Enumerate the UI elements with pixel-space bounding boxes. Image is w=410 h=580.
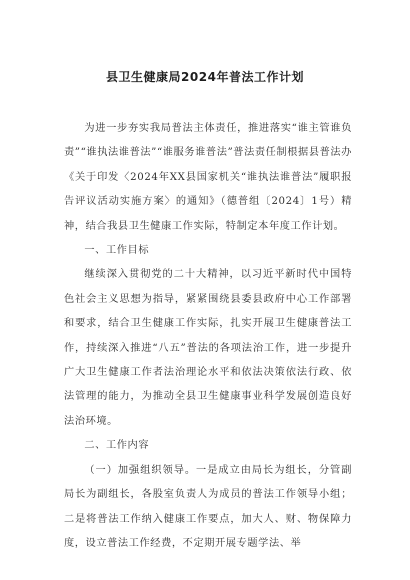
goals-paragraph: 继续深入贯彻党的二十大精神，以习近平新时代中国特色社会主义思想为指导，紧紧围绕县委县政府中心工作部署和要求，结合卫生健康工作实际，扎实开展卫生健康普法工作，持续深入推进“八五”普法的各项法治工作，进一步提升广大卫生健康工作者法治理论水平和依法决策依法行政、依法管理的能力，为推动全县卫生健康事业科学发展创造良好法治环境。 (64, 269, 352, 427)
intro-paragraph: 为进一步夯实我局普法主体责任，推进落实“谁主管谁负责”“谁执法谁普法”“谁服务谁普法”普法责任制根据县普法办《关于印发〈2024年XX县国家机关“谁执法谁普法”履职报告评议活动实施方案〉的通知》（德普组〔2024〕1号）精神，结合我县卫生健康工作实际，特制定本年度工作计划。 (64, 123, 352, 232)
section-heading-goals: 一、工作目标 (84, 245, 150, 257)
document-body (64, 117, 352, 556)
document-title: 县卫生健康局2024年普法工作计划 (106, 70, 304, 84)
section-heading-content: 二、工作内容 (84, 440, 150, 452)
content-paragraph: （一）加强组织领导。一是成立由局长为组长，分管副局长为副组长，各股室负责人为成员的普法工作领导小组；二是将普法工作纳入健康工作要点，加大人、财、物保障力度，设立普法工作经费，不定期开展专题学法、举 (64, 464, 352, 549)
